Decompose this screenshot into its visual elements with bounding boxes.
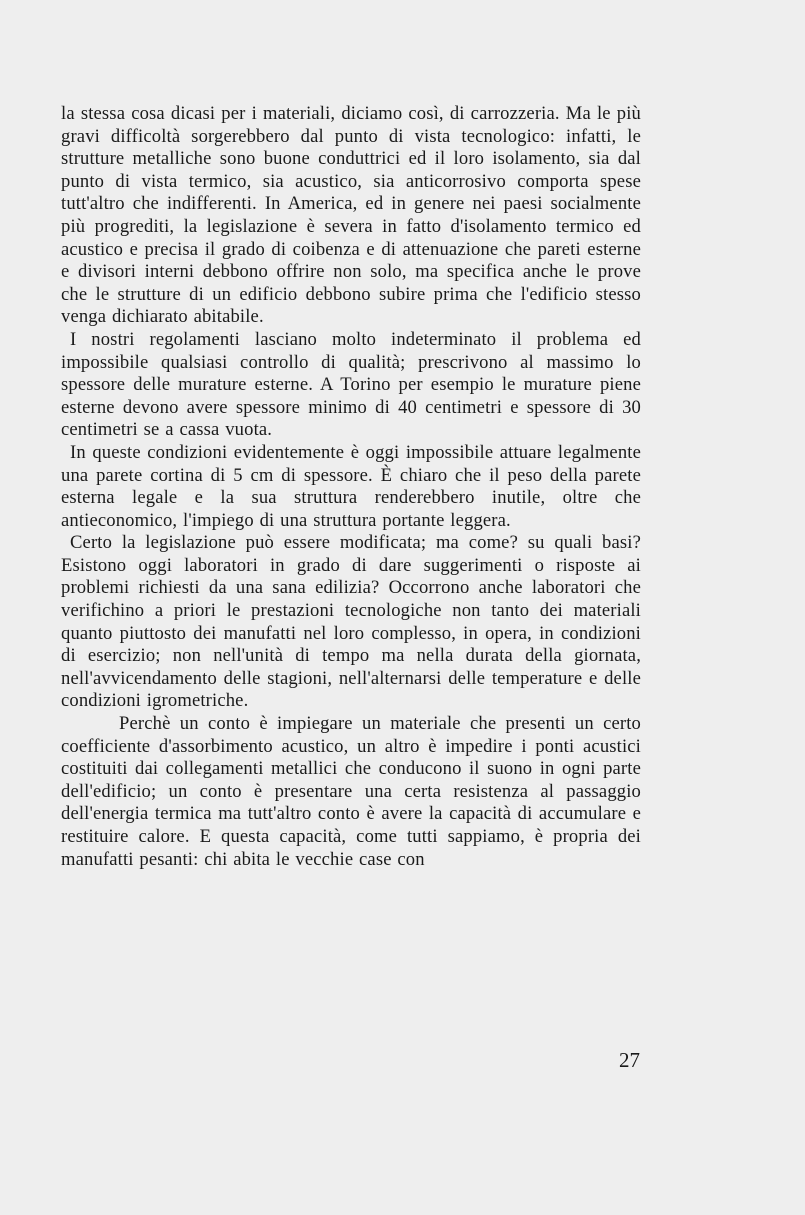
paragraph-4: Certo la legislazione può essere modificata; ma come? su quali basi? Esistono oggi laboratori in grado di dare suggerimenti o risposte ai problemi richiesti da una sana edilizia? Occorrono anche laboratori che verifichino a priori le prestazioni tecnologiche non tanto dei materiali quanto piuttosto dei manufatti nel loro complesso, in opera, in condizioni di esercizio; non nell'unità di tempo ma nella durata della giornata, nell'avvicendamento delle stagioni, nell'alternarsi delle temperature e delle condizioni igrometriche. xyxy=(61,532,641,712)
paragraph-2: I nostri regolamenti lasciano molto indeterminato il problema ed impossibile qualsiasi controllo di qualità; prescrivono al massimo lo spessore delle murature esterne. A Torino per esempio le murature piene esterne devono avere spessore minimo di 40 centimetri e spessore di 30 centimetri se a cassa vuota. xyxy=(61,328,641,441)
page-number: 27 xyxy=(619,1048,640,1072)
body-text xyxy=(61,103,641,871)
paragraph-3: In queste condizioni evidentemente è oggi impossibile attuare legalmente una parete cortina di 5 cm di spessore. È chiaro che il peso della parete esterna legale e la sua struttura renderebbero inutile, oltre che antieconomico, l'impiego di una struttura portante leggera. xyxy=(61,441,641,531)
paragraph-5: Perchè un conto è impiegare un materiale che presenti un certo coefficiente d'assorbimento acustico, un altro è impedire i ponti acustici costituiti dai collegamenti metallici che conducono il suono in ogni parte dell'edificio; un conto è presentare una certa resistenza al passaggio dell'energia termica ma tutt'altro conto è avere la capacità di accumulare e restituire calore. E questa capacità, come tutti sappiamo, è propria dei manufatti pesanti: chi abita le vecchie case con xyxy=(61,713,641,870)
paragraph-1: la stessa cosa dicasi per i materiali, diciamo così, di carrozzeria. Ma le più gravi difficoltà sorgerebbero dal punto di vista tecnologico: infatti, le strutture metalliche sono buone conduttrici ed il loro isolamento, sia dal punto di vista termico, sia acustico, sia anticorrosivo comporta spese tutt'altro che indifferenti. In America, ed in genere nei paesi socialmente più progrediti, la legislazione è severa in fatto d'isolamento termico ed acustico e precisa il grado di coibenza e di attenuazione che pareti esterne e divisori interni debbono offrire non solo, ma specifica anche le prove che le strutture di un edificio debbono subire prima che l'edificio stesso venga dichiarato abitabile. xyxy=(61,103,641,328)
